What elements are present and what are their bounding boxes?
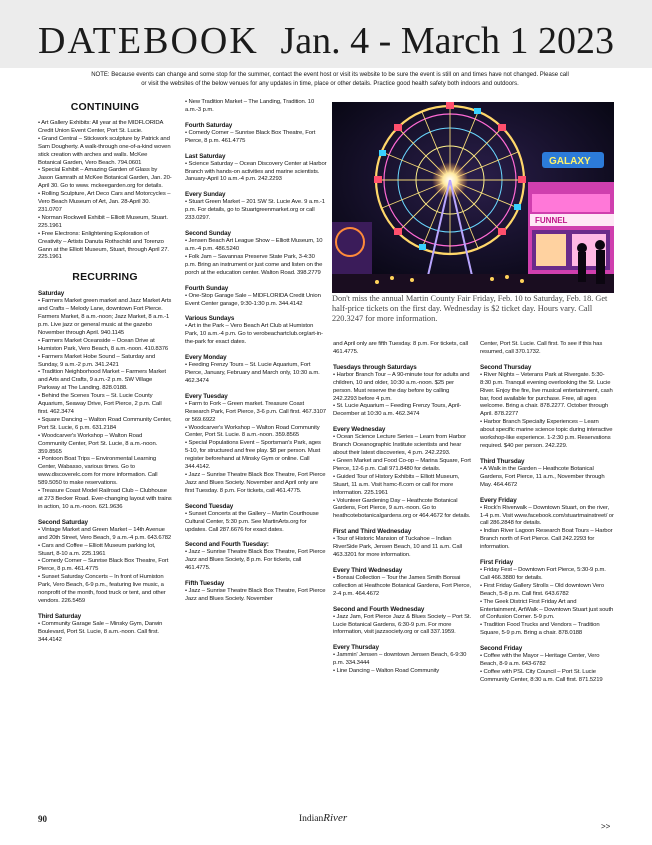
every-third-wednesday-list [333,575,473,599]
second-friday-list [480,653,614,685]
event-item: • Tour of Historic Mansion of Tuckahoe – Indian RiverSide Park, Jensen Beach, 10 and 11 a.m. Call 463.3201 for more information. [333,536,462,559]
group-heading: Last Saturday [185,152,226,160]
event-item: • Volunteer Gardening Day – Heathcote Botanical Gardens, Fort Pierce, 9 a.m.-noon. Go to heathcotebotanicalgardens.org or 464.4672 for details. [333,497,471,520]
galaxy-sign: GALAXY [549,156,591,167]
event-item: • St. Lucie Aquarium – Feeding Frenzy Tours, April-December at 10:30 a.m. 462.3474 [333,403,462,418]
event-item: • A Walk in the Garden – Heathcote Botanical Gardens, Fort Pierce, 11 a.m., November through May. 464.4672 [480,465,605,488]
event-item: • Jensen Beach Art League Show – Elliott Museum, 10 a.m.-4 p.m. 486.5240 [185,238,323,252]
event-item: Center, Port St. Lucie. Call first. To see if this has resumed, call 370.1732. [480,341,603,355]
recurring-heading: RECURRING [72,271,138,284]
first-third-wednesday-list [333,536,473,560]
logo-word-right: River [323,812,348,824]
tue-sat-list [333,372,473,419]
event-item: • Farmers Market Hobe Sound – Saturday and Sunday, 9 a.m.-2 p.m. 341.2421 [38,353,156,368]
event-item: • Indian River Lagoon Research Boat Tours – Harbor Branch north of Fort Pierce. Call 242.2293 for information. [480,528,613,551]
group-heading: Second and Fourth Tuesday: [185,541,269,549]
event-item: • Tradition Food Trucks and Vendors – Tradition Square, 5-9 p.m. Bring a chair. 878.0188 [480,622,600,637]
fifth-tuesday-list [185,588,327,604]
group-heading: Various Sundays [185,315,235,323]
event-item: • Art in the Park – Vero Beach Art Club at Humiston Park, 10 a.m.-4 p.m. Go to verobeachartclub.org/art-in-the-park for exact dates. [185,323,323,346]
event-item: • Comedy Corner – Sunrise Black Box Theatre, Fort Pierce, 8 p.m. 461.4775 [185,129,316,144]
event-item: • Green Market and Food Co-op – Marina Square, Fort Pierce, 12-6 p.m. Call 971.8480 for details. [333,457,471,472]
continued-list [333,341,473,357]
group-heading: Fifth Tuesday [185,580,225,588]
group-heading: Every Third Wednesday [333,566,403,574]
event-item: • Bonsai Collection – Tour the James Smith Bonsai collection at Heathcote Botanical Gardens, Fort Pierce, 2-4 p.m. 464.4672 [333,574,471,597]
every-monday-list [185,362,327,386]
event-item: • Feeding Frenzy Tours – St. Lucie Aquarium, Fort Pierce, January, February and March only, 10:30 a.m. 462.3474 [185,362,320,384]
funnel-sign: FUNNEL [535,216,568,225]
group-heading: First Friday [480,559,514,567]
various-sundays-list [185,323,327,347]
event-item: • Community Garage Sale – Minsky Gym, Darwin Boulevard, Port St. Lucie, 8 a.m.-noon. Call first. 344.4142 [38,620,163,643]
event-item: • Square Dancing – Walton Road Community Center, Port St. Lucie, 6 p.m. 631.2184 [38,416,172,431]
event-item: • Sunset Concerts at the Gallery – Martin Courthouse Cultural Center, 5:30 p.m. See MartinArts.org for updates. Call 287.6676 for exact dates. [185,510,319,533]
event-item: • One-Stop Garage Sale – MIDFLORIDA Credit Union Event Center garage, 9:30-1:30 p.m. 344.4142 [185,292,321,307]
event-item: • Folk Jam – Savannas Preserve State Park, 3-4:30 p.m. Bring an instrument or just come and listen on the porch at the education center. Walton Road. 398.2779 [185,253,323,276]
second-tuesday-list [185,511,327,535]
continued-arrow: >> [601,822,611,831]
event-item: • Rolling Sculpture, Art Deco Cars and Motorcycles – Vero Beach Museum of Art, Jan. 28-April 30. 231.0707 [38,191,171,213]
event-item: • Pontoon Boat Trips – Environmental Learning Center, Wabasso, various times. Go to www.discoverelc.com for more information. Call 589.5050 to make reservations. [38,456,158,487]
event-item: • Stuart Green Market – 201 SW St. Lucie Ave. 9 a.m.-1 p.m. For details, go to Stuartgreenmarket.org or call 233.0297. [185,199,325,222]
event-item: • Farmers Market green market and Jazz Market Arts and Crafts – Melody Lane, downtown Fort Pierce. Farmers Market, 8 a.m.-noon; Jazz Market, 8 a.m.-1 p.m. Live jazz or general music at the gazebo November through April. 940.1145 [38,298,172,336]
event-item: • Woodcarver's Workshop – Walton Road Community Center, Port St. Lucie. 8 a.m.-noon. 359.8565 [185,424,320,439]
event-item: • Tradition Neighborhood Market – Farmers Market and Arts and Crafts, 9 a.m.-2 p.m. SW Village Parkway at The Landing. 828.0188. [38,369,166,392]
group-heading: Second Saturday [38,518,88,526]
event-item: • Farm to Fork – Green market. Treasure Coast Research Park, Fort Pierce, 3-6 p.m. Call first. 467.3107 or 569.6922 [185,400,326,423]
every-friday-list [480,505,614,552]
event-item: • Cars and Coffee – Elliott Museum parking lot, Stuart, 8-10 a.m. 225.1961 [38,542,156,557]
logo-word-left: Indian [299,814,324,824]
first-friday-list [480,567,614,638]
column-4 [480,341,614,685]
ferris-wheel-illustration [332,102,614,293]
event-item: • Free Electrons: Enlightening Exploration of Creativity – Artists Danuta Rothschild and Torenzo Gann at the Elliott Museum, Stuart, through April 27. 225.1961 [38,230,169,261]
event-item: • Jazz Jam, Fort Pierce Jazz & Blues Society – Port St. Lucie Botanical Gardens, 6:30-9 p.m. For more information, visit jazzsociety.org or call 337.1959. [333,613,471,636]
column-3 [333,341,473,676]
event-item: and April only are fifth Tuesday. 8 p.m. For tickets, call 461.4775. [333,341,468,355]
group-heading: Every Friday [480,496,517,504]
event-item: • River Nights – Veterans Park at Rivergate. 5:30-8:30 p.m. Tranquil evening overlooking the St. Lucie River. Enjoy the fire, live musical entertainment, cash bar, food available for purchase. Free, all ages welcome. Bring a chair. 878.2277. October through April. 878.2277 [480,371,613,418]
third-saturday-list [38,621,172,645]
every-thursday-list [333,652,473,676]
event-item: • Ocean Science Lecture Series – Learn from Harbor Branch Oceanographic Institute scientists and hear about their latest discoveries, 4 p.m. 242.2293. [333,434,466,457]
event-item: • Science Saturday – Ocean Discovery Center at Harbor Branch with hands-on activities and marine scientists. January-April 10 a.m.-4 p.m. 242.2293 [185,160,327,183]
section-title: DATEBOOK [38,20,259,62]
continued-list [480,341,614,357]
event-item: • Grand Central – Stickwork sculpture by Patrick and Sam Dougherty. A walk-through one-of-a-kind woven stick creation with arches and walls. McKee Botanical Garden, Vero Beach. 794.0601 [38,135,171,166]
event-item: • Guided Tour of History Exhibits – Elliott Museum, Stuart, 11 a.m. Visit hsmc-fl.com or call for more information. 225.1961 [333,473,460,496]
group-heading: Tuesdays through Saturdays [333,363,417,371]
second-sunday-list [185,238,327,278]
last-saturday-list [185,161,327,185]
event-item: • The Geek District First Friday Art and Entertainment, ArtWalk – Downtown Stuart just south of Confusion Corner. 5-9 p.m. [480,598,614,621]
event-item: • Jazz – Sunrise Theatre Black Box Theatre, Fort Pierce Jazz and Blues Society. November and April only are first Tuesday. 8 p.m. For tickets, call 461.4775. [185,472,326,494]
second-fourth-tuesday-list [185,549,327,573]
group-heading: Second Sunday [185,230,231,238]
group-heading: Every Monday [185,354,227,362]
event-item: • Coffee with the Mayor – Heritage Center, Vero Beach, 8-9 a.m. 643-6782 [480,653,600,668]
event-item: • Treasure Coast Model Railroad Club – Clubhouse at 273 Becker Road. Ever-changing layout with trains in action, 10 a.m.-noon. 621.9636 [38,488,172,510]
second-thursday-list [480,372,614,451]
event-item: • Vintage Market and Green Market – 14th Avenue and 20th Street, Vero Beach, 9 a.m.-4 p.m. 643.6782 [38,526,172,541]
event-item: • Friday Fest – Downtown Fort Pierce, 5:30-9 p.m. Call 466.3880 for details. [480,567,606,581]
every-wednesday-list [333,434,473,521]
event-item: • Special Exhibit – Amazing Garden of Glass by Jason Gamrath at McKee Botanical Garden, Jan. 20-April 30. Go to www. mckeegarden.org for details. [38,167,172,190]
group-heading: Every Sunday [185,191,226,199]
magazine-logo [299,812,347,824]
page-number: 90 [38,814,47,824]
second-fourth-wednesday-list [333,614,473,638]
saturday-list [38,298,172,511]
continued-list [185,99,327,115]
event-item: • Harbor Branch Tour – A 90-minute tour for adults and children, 10 and older, 10:30 a.m.-noon. $25 per person. Must reserve the day before by calling 242.2293 before 4 p.m. [333,371,470,402]
fourth-sunday-list [185,293,327,309]
event-item: • Harbor Branch Specialty Experiences – Learn about specific marine science topic during interactive workshop-like experience. 1-2:30 p.m. Reservations required. $40 per person. 242.229. [480,419,613,449]
group-heading: Fourth Saturday [185,121,233,129]
group-heading: Every Tuesday [185,392,228,400]
event-item: • Farmers Market Oceanside – Ocean Drive at Humiston Park, Vero Beach, 8 a.m.-noon. 410.8376 [38,337,169,352]
event-item: • Woodcarver's Workshop – Walton Road Community Center, Port St. Lucie, 8 a.m.-noon. 359.8565 [38,432,158,455]
photo-caption: Don't miss the annual Martin County Fair Friday, Feb. 10 to Saturday, Feb. 18. Get half-price tickets on the first day. Wednesday is $2 ticket day. Hours vary. Call 220.3247 for more information. [332,294,608,324]
fair-photo [332,102,614,293]
second-saturday-list [38,527,172,606]
group-heading: Every Wednesday [333,426,386,434]
group-heading: Saturday [38,290,65,298]
column-1 [38,99,172,645]
event-item: • Special Populations Event – Sportsman's Park, ages 5-10, for structured and free play. $8 per person. Must register beforehand at Minsky Gym or online. Call 344.4142. [185,440,321,471]
event-item: • Behind the Scenes Tours – St. Lucie County Aquarium, Seaway Drive, Fort Pierce, 2 p.m. Call first. 462.3474 [38,393,162,415]
group-heading: Fourth Sunday [185,284,229,292]
event-item: • Coffee with PSL City Council – Port St. Lucie Community Center, 8:30 a.m. Call first. 871.5219 [480,669,603,683]
event-item: • Rock'n Riverwalk – Downtown Stuart, on the river, 1-4 p.m. Visit www.facebook.com/stuartmainstreet/ or call 286.2848 for details. [480,504,614,527]
fourth-saturday-list [185,130,327,146]
continuing-heading: CONTINUING [70,101,140,113]
group-heading: Second Tuesday [185,502,234,510]
group-heading: First and Third Wednesday [333,528,412,536]
continuing-list [38,120,172,262]
event-item: • Jammin' Jensen – downtown Jensen Beach, 6-9:30 p.m. 334.3444 [333,652,467,667]
event-item: • Jazz – Sunrise Theatre Black Box Theatre, Fort Pierce Jazz and Blues Society. November [185,588,326,603]
event-item: • Line Dancing – Walton Road Community [333,668,440,675]
event-item: • New Tradition Market – The Landing, Tradition. 10 a.m.-3 p.m. [185,99,315,113]
event-item: • Comedy Corner – Sunrise Black Box Theatre, Fort Pierce, 8 p.m. 461.4775 [38,558,169,573]
column-2 [185,99,327,604]
group-heading: Third Thursday [480,457,525,465]
every-sunday-list [185,199,327,223]
group-heading: Third Saturday [38,612,82,620]
event-item: • Sunset Saturday Concerts – In front of Humiston Park, Vero Beach, 6-9 p.m., featuring live music, a nonprofit of the month, food truck or tent, and other vendors. 226.5459 [38,574,166,604]
note-paragraph: NOTE: Because events can change and some stop for the summer, contact the event host or visit its website to be sure the event is still on and times have not changed. Please call or visit the websites of the below venues for any updates in time, place or other details. Practice good health safety both indoors and outdoors. [91,72,569,87]
event-item: • Art Gallery Exhibits: All year at the MIDFLORIDA Credit Union Event Center, Port St. Lucie. [38,120,164,134]
group-heading: Second Friday [480,645,523,653]
date-range-title: Jan. 4 - March 1 2023 [280,20,614,62]
third-thursday-list [480,466,614,490]
every-tuesday-list [185,401,327,496]
event-item: • Jazz – Sunrise Theatre Black Box Theatre, Fort Pierce Jazz and Blues Society, 8 p.m. For tickets, call 461.4775. [185,549,326,572]
event-item: • First Friday Gallery Strolls – Old downtown Vero Beach, 5-8 p.m. Call first. 643.6782 [480,582,605,597]
page-header [0,0,652,68]
group-heading: Second Thursday [480,363,532,371]
event-item: • Norman Rockwell Exhibit – Elliott Museum, Stuart. 225.1961 [38,214,168,229]
group-heading: Second and Fourth Wednesday [333,605,425,613]
group-heading: Every Thursday [333,644,379,652]
